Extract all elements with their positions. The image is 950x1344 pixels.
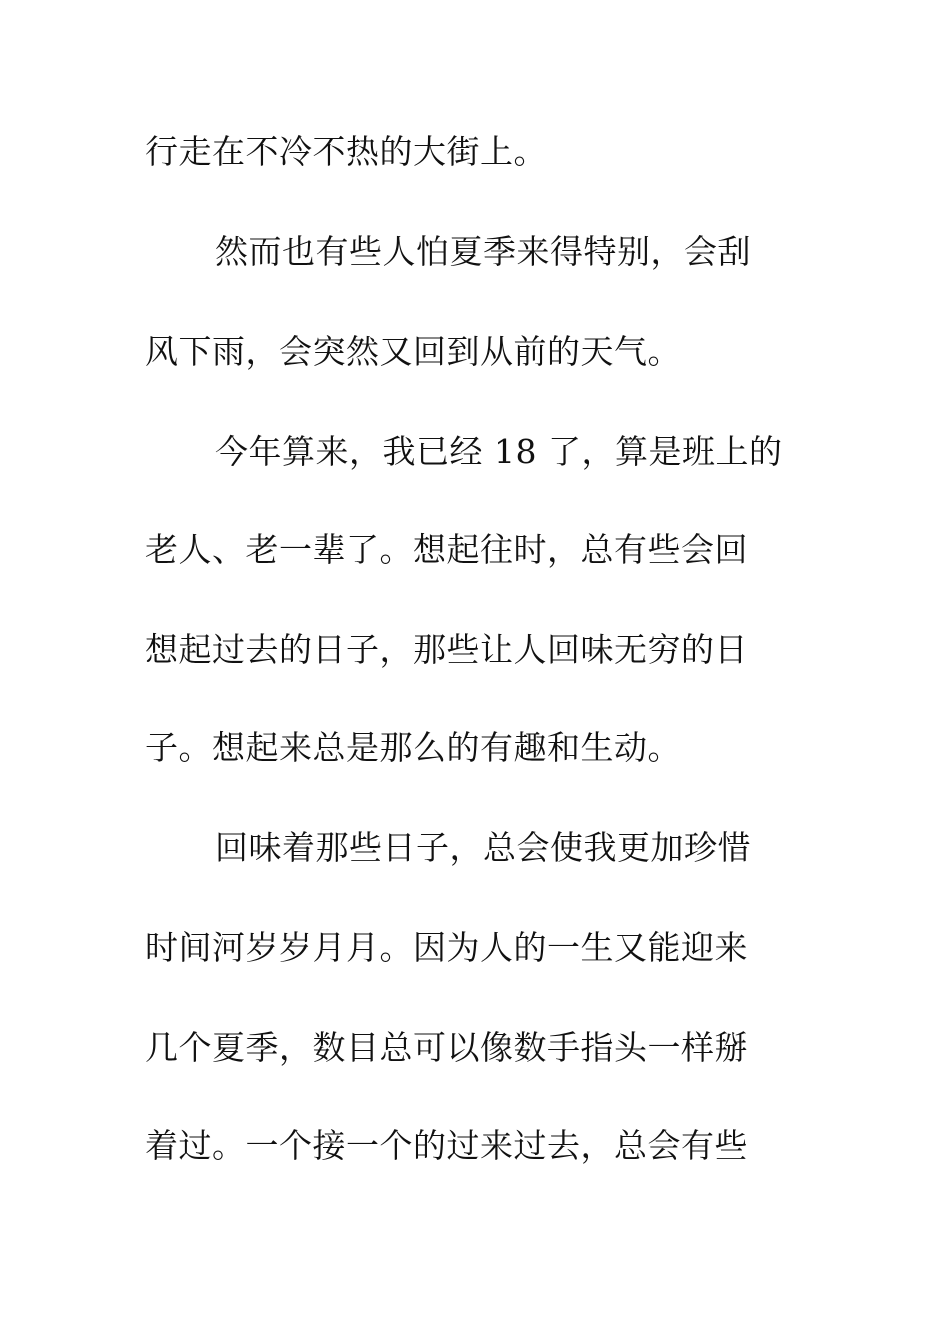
text-line-6: 想起过去的日子，那些让人回味无穷的日 <box>145 630 748 669</box>
text-line-1: 行走在不冷不热的大街上。 <box>145 132 547 171</box>
text-line-8: 回味着那些日子，总会使我更加珍惜 <box>215 828 751 867</box>
text-line-9: 时间河岁岁月月。因为人的一生又能迎来 <box>145 928 748 967</box>
text-line-2: 然而也有些人怕夏季来得特别，会刮 <box>215 232 751 271</box>
text-line-4: 今年算来，我已经 18 了，算是班上的 <box>215 432 783 471</box>
text-line-3: 风下雨，会突然又回到从前的天气。 <box>145 332 681 371</box>
text-line-11: 着过。一个接一个的过来过去，总会有些 <box>145 1126 748 1165</box>
text-line-5: 老人、老一辈了。想起往时，总有些会回 <box>145 530 748 569</box>
text-line-7: 子。想起来总是那么的有趣和生动。 <box>145 728 681 767</box>
text-line-10: 几个夏季，数目总可以像数手指头一样掰 <box>145 1028 748 1067</box>
